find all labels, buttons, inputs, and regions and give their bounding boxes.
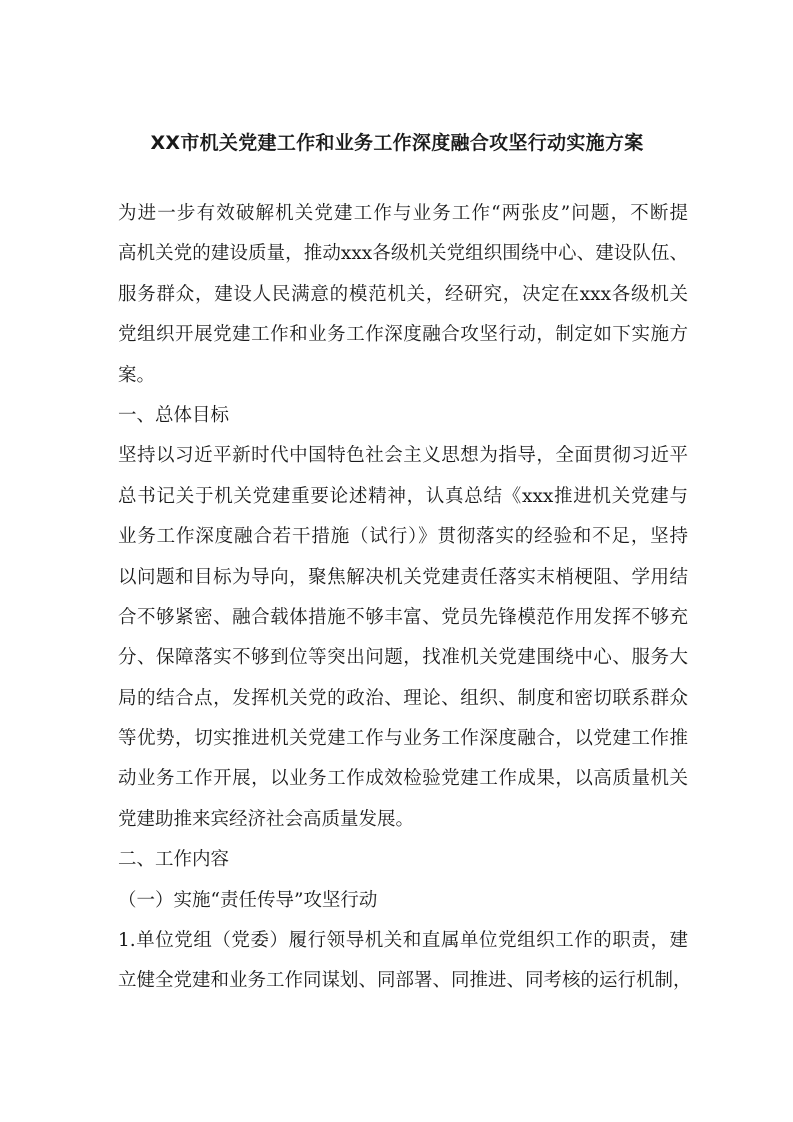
paragraph-line: 党组织开展党建工作和业务工作深度融合攻坚行动，制定如下实施方 [118,324,688,346]
paragraph-line: 坚持以习近平新时代中国特色社会主义思想为指导，全面贯彻习近平 [118,445,688,467]
paragraph-line: 等优势，切实推进机关党建工作与业务工作深度融合，以党建工作推 [118,728,688,750]
paragraph-line: 局的结合点，发挥机关党的政治、理论、组织、制度和密切联系群众 [118,687,688,709]
paragraph-line: 合不够紧密、融合载体措施不够丰富、党员先锋模范作用发挥不够充 [118,606,688,628]
paragraph-line: 以问题和目标为导向，聚焦解决机关党建责任落实末梢梗阻、学用结 [118,566,688,588]
paragraph-line: 业务工作深度融合若干措施（试行）》贯彻落实的经验和不足，坚持 [118,526,688,548]
paragraph-line: 立健全党建和业务工作同谋划、同部署、同推进、同考核的运行机制， [118,970,692,992]
document-title: XX市机关党建工作和业务工作深度融合攻坚行动实施方案 [150,132,644,154]
paragraph-line: 为进一步有效破解机关党建工作与业务工作“两张皮”问题，不断提 [118,203,688,224]
paragraph-line: 1.单位党组（党委）履行领导机关和直属单位党组织工作的职责，建 [118,930,688,952]
document-body [118,194,692,1002]
paragraph-line: 案。 [118,364,156,386]
section-heading: 二、工作内容 [118,849,230,871]
paragraph-line: 动业务工作开展，以业务工作成效检验党建工作成果，以高质量机关 [118,768,688,790]
paragraph-line: 高机关党的建设质量，推动xxx各级机关党组织围绕中心、建设队伍、 [118,243,688,265]
paragraph-line: 党建助推来宾经济社会高质量发展。 [118,808,415,830]
section-heading: 一、总体目标 [118,404,230,426]
subsection-heading: （一）实施“责任传导”攻坚行动 [118,889,378,911]
paragraph-line: 分、保障落实不够到位等突出问题，找准机关党建围绕中心、服务大 [118,647,688,669]
paragraph-line: 总书记关于机关党建重要论述精神，认真总结《xxx推进机关党建与 [118,485,688,507]
paragraph-line: 服务群众，建设人民满意的模范机关，经研究，决定在xxx各级机关 [118,283,688,305]
